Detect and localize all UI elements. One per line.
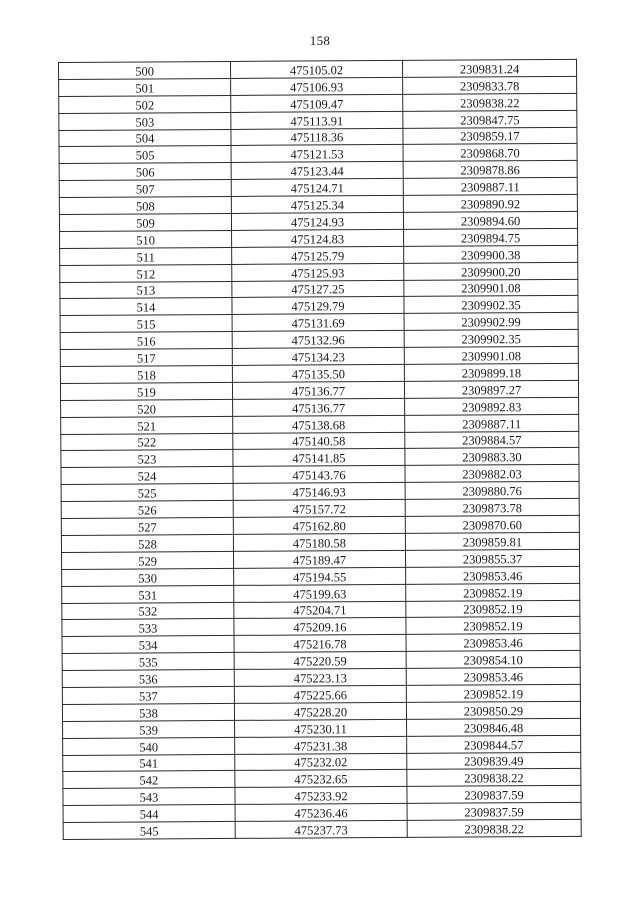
x-coordinate-cell: 475225.66: [234, 685, 406, 703]
y-coordinate-cell: 2309882.03: [405, 465, 579, 483]
y-coordinate-cell: 2309899.18: [404, 363, 578, 381]
y-coordinate-cell: 2309838.22: [407, 769, 581, 787]
y-coordinate-cell: 2309852.19: [406, 600, 580, 618]
point-number-cell: 507: [59, 180, 231, 198]
table-row: [63, 819, 581, 839]
point-number-cell: 524: [61, 467, 233, 485]
x-coordinate-cell: 475233.92: [235, 787, 407, 805]
point-number-cell: 543: [63, 788, 235, 806]
y-coordinate-cell: 2309837.59: [407, 786, 581, 804]
point-number-cell: 503: [59, 112, 231, 130]
point-number-cell: 535: [62, 653, 234, 671]
x-coordinate-cell: 475231.38: [235, 736, 407, 754]
y-coordinate-cell: 2309850.29: [406, 701, 580, 719]
y-coordinate-cell: 2309868.70: [403, 144, 577, 162]
point-number-cell: 514: [60, 298, 232, 316]
y-coordinate-cell: 2309878.86: [403, 161, 577, 179]
point-number-cell: 525: [61, 484, 233, 502]
x-coordinate-cell: 475140.58: [233, 432, 405, 450]
x-coordinate-cell: 475109.47: [231, 94, 403, 112]
point-number-cell: 509: [59, 213, 231, 231]
point-number-cell: 526: [61, 501, 233, 519]
y-coordinate-cell: 2309847.75: [403, 110, 577, 128]
point-number-cell: 508: [59, 197, 231, 215]
x-coordinate-cell: 475124.93: [231, 212, 403, 230]
x-coordinate-cell: 475216.78: [234, 635, 406, 653]
y-coordinate-cell: 2309853.46: [406, 634, 580, 652]
x-coordinate-cell: 475232.65: [235, 770, 407, 788]
x-coordinate-cell: 475189.47: [233, 550, 405, 568]
y-coordinate-cell: 2309901.08: [404, 279, 578, 297]
y-coordinate-cell: 2309897.27: [404, 380, 578, 398]
y-coordinate-cell: 2309880.76: [405, 482, 579, 500]
point-number-cell: 523: [61, 450, 233, 468]
x-coordinate-cell: 475162.80: [233, 516, 405, 534]
point-number-cell: 538: [62, 703, 234, 721]
x-coordinate-cell: 475106.93: [231, 77, 403, 95]
y-coordinate-cell: 2309901.08: [404, 346, 578, 364]
y-coordinate-cell: 2309887.11: [403, 178, 577, 196]
point-number-cell: 540: [63, 737, 235, 755]
y-coordinate-cell: 2309887.11: [405, 414, 579, 432]
y-coordinate-cell: 2309838.22: [403, 93, 577, 111]
point-number-cell: 515: [60, 315, 232, 333]
x-coordinate-cell: 475230.11: [235, 719, 407, 737]
x-coordinate-cell: 475129.79: [232, 297, 404, 315]
y-coordinate-cell: 2309838.22: [407, 819, 581, 837]
point-number-cell: 544: [63, 805, 235, 823]
point-number-cell: 521: [61, 416, 233, 434]
coordinates-table-body: [59, 59, 582, 839]
coordinates-table: [58, 59, 582, 840]
point-number-cell: 529: [61, 551, 233, 569]
y-coordinate-cell: 2309833.78: [403, 76, 577, 94]
x-coordinate-cell: 475204.71: [234, 601, 406, 619]
x-coordinate-cell: 475134.23: [232, 348, 404, 366]
point-number-cell: 545: [63, 822, 235, 840]
x-coordinate-cell: 475132.96: [232, 331, 404, 349]
point-number-cell: 528: [61, 534, 233, 552]
y-coordinate-cell: 2309902.99: [404, 313, 578, 331]
point-number-cell: 532: [62, 602, 234, 620]
y-coordinate-cell: 2309853.46: [406, 566, 580, 584]
x-coordinate-cell: 475199.63: [234, 584, 406, 602]
x-coordinate-cell: 475136.77: [233, 398, 405, 416]
y-coordinate-cell: 2309852.19: [406, 617, 580, 635]
x-coordinate-cell: 475125.34: [231, 196, 403, 214]
y-coordinate-cell: 2309855.37: [405, 549, 579, 567]
point-number-cell: 517: [60, 349, 232, 367]
point-number-cell: 522: [61, 433, 233, 451]
x-coordinate-cell: 475228.20: [234, 702, 406, 720]
y-coordinate-cell: 2309852.19: [406, 684, 580, 702]
y-coordinate-cell: 2309852.19: [406, 583, 580, 601]
x-coordinate-cell: 475223.13: [234, 668, 406, 686]
point-number-cell: 541: [63, 754, 235, 772]
y-coordinate-cell: 2309883.30: [405, 448, 579, 466]
x-coordinate-cell: 475157.72: [233, 500, 405, 518]
point-number-cell: 531: [62, 585, 234, 603]
point-number-cell: 510: [60, 230, 232, 248]
y-coordinate-cell: 2309902.35: [404, 296, 578, 314]
x-coordinate-cell: 475113.91: [231, 111, 403, 129]
point-number-cell: 518: [60, 365, 232, 383]
x-coordinate-cell: 475220.59: [234, 652, 406, 670]
x-coordinate-cell: 475141.85: [233, 449, 405, 467]
point-number-cell: 516: [60, 332, 232, 350]
x-coordinate-cell: 475194.55: [234, 567, 406, 585]
point-number-cell: 542: [63, 771, 235, 789]
x-coordinate-cell: 475237.73: [235, 820, 407, 838]
x-coordinate-cell: 475236.46: [235, 804, 407, 822]
y-coordinate-cell: 2309892.83: [405, 397, 579, 415]
y-coordinate-cell: 2309837.59: [407, 803, 581, 821]
y-coordinate-cell: 2309846.48: [407, 718, 581, 736]
x-coordinate-cell: 475131.69: [232, 314, 404, 332]
point-number-cell: 530: [62, 568, 234, 586]
x-coordinate-cell: 475143.76: [233, 466, 405, 484]
x-coordinate-cell: 475125.93: [232, 263, 404, 281]
point-number-cell: 505: [59, 146, 231, 164]
point-number-cell: 519: [60, 382, 232, 400]
x-coordinate-cell: 475125.79: [232, 246, 404, 264]
y-coordinate-cell: 2309900.20: [404, 262, 578, 280]
x-coordinate-cell: 475146.93: [233, 483, 405, 501]
x-coordinate-cell: 475123.44: [231, 162, 403, 180]
y-coordinate-cell: 2309902.35: [404, 330, 578, 348]
point-number-cell: 506: [59, 163, 231, 181]
y-coordinate-cell: 2309844.57: [407, 735, 581, 753]
y-coordinate-cell: 2309894.60: [403, 211, 577, 229]
point-number-cell: 511: [60, 247, 232, 265]
point-number-cell: 534: [62, 636, 234, 654]
point-number-cell: 537: [62, 686, 234, 704]
point-number-cell: 520: [61, 399, 233, 417]
y-coordinate-cell: 2309890.92: [403, 194, 577, 212]
y-coordinate-cell: 2309894.75: [404, 228, 578, 246]
x-coordinate-cell: 475136.77: [232, 381, 404, 399]
x-coordinate-cell: 475124.71: [231, 179, 403, 197]
point-number-cell: 539: [63, 720, 235, 738]
y-coordinate-cell: 2309859.81: [405, 532, 579, 550]
y-coordinate-cell: 2309854.10: [406, 650, 580, 668]
point-number-cell: 500: [59, 61, 231, 79]
point-number-cell: 513: [60, 281, 232, 299]
point-number-cell: 512: [60, 264, 232, 282]
x-coordinate-cell: 475209.16: [234, 618, 406, 636]
point-number-cell: 502: [59, 95, 231, 113]
x-coordinate-cell: 475118.36: [231, 128, 403, 146]
x-coordinate-cell: 475105.02: [230, 60, 402, 78]
x-coordinate-cell: 475124.83: [232, 229, 404, 247]
y-coordinate-cell: 2309870.60: [405, 515, 579, 533]
y-coordinate-cell: 2309853.46: [406, 667, 580, 685]
x-coordinate-cell: 475138.68: [233, 415, 405, 433]
y-coordinate-cell: 2309839.49: [407, 752, 581, 770]
x-coordinate-cell: 475180.58: [233, 533, 405, 551]
x-coordinate-cell: 475232.02: [235, 753, 407, 771]
point-number-cell: 501: [59, 78, 231, 96]
page-number: 158: [309, 33, 331, 48]
y-coordinate-cell: 2309884.57: [405, 431, 579, 449]
point-number-cell: 533: [62, 619, 234, 637]
point-number-cell: 536: [62, 669, 234, 687]
x-coordinate-cell: 475127.25: [232, 280, 404, 298]
x-coordinate-cell: 475121.53: [231, 145, 403, 163]
point-number-cell: 527: [61, 517, 233, 535]
y-coordinate-cell: 2309873.78: [405, 498, 579, 516]
x-coordinate-cell: 475135.50: [232, 364, 404, 382]
y-coordinate-cell: 2309831.24: [402, 59, 576, 77]
point-number-cell: 504: [59, 129, 231, 147]
y-coordinate-cell: 2309900.38: [404, 245, 578, 263]
y-coordinate-cell: 2309859.17: [403, 127, 577, 145]
